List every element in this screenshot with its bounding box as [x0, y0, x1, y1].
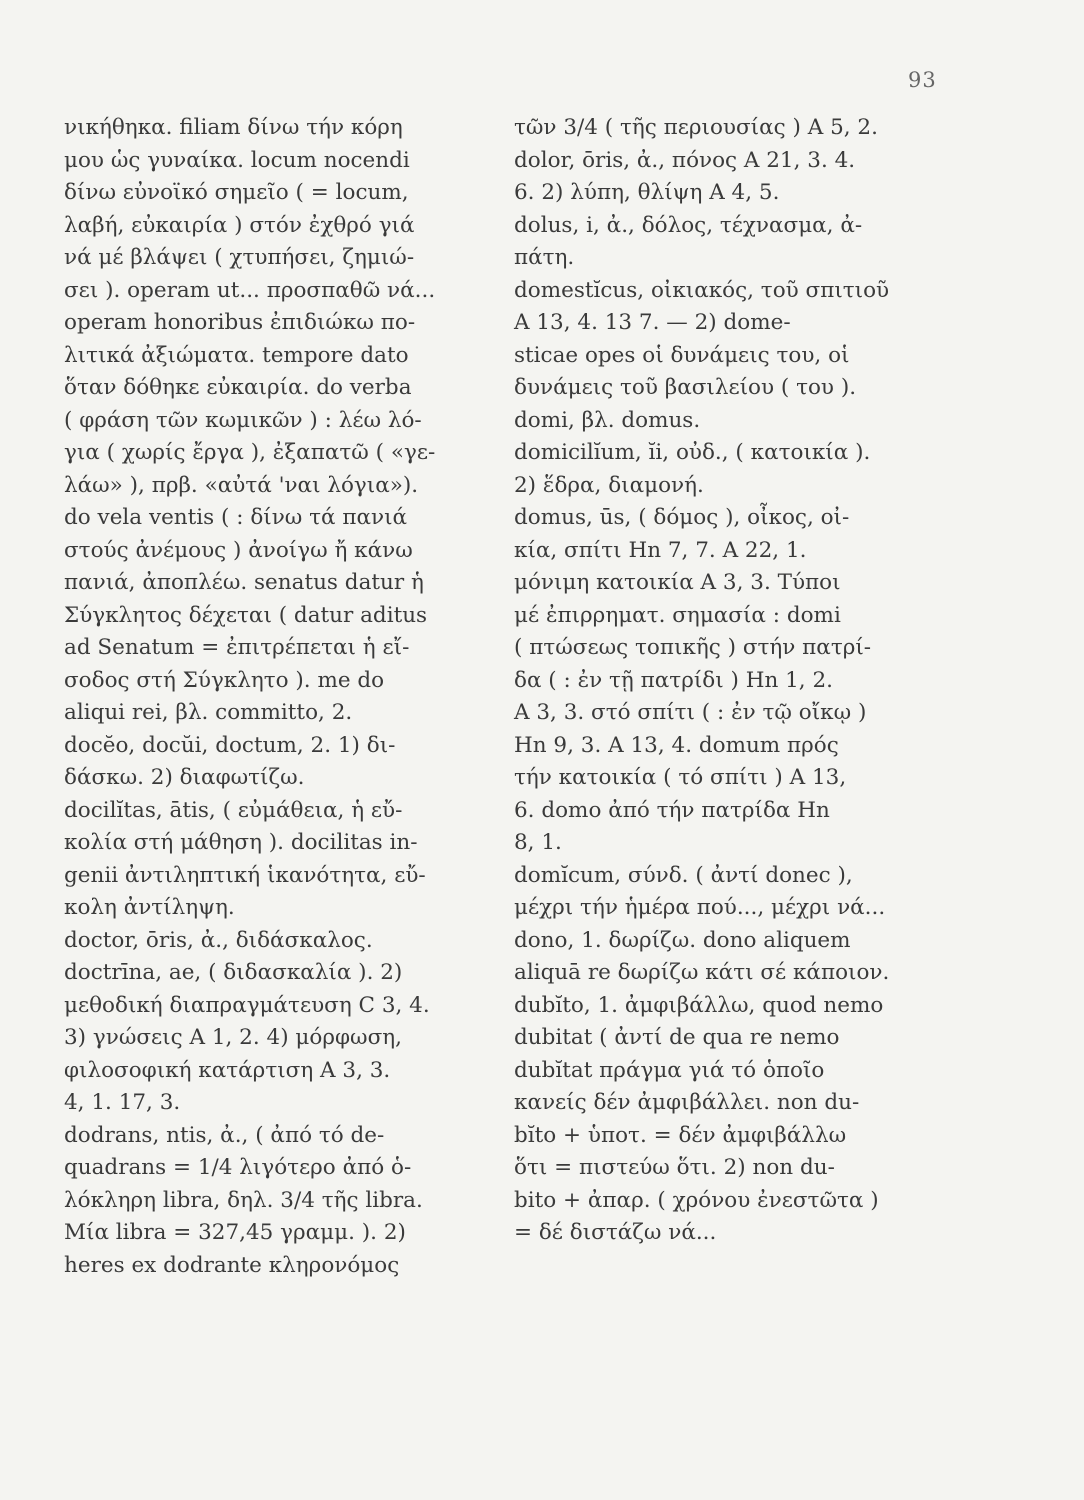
right-line: dubĭto, 1. ἀμφιβάλλω, quod nemo [514, 992, 884, 1018]
left-line: quadrans = 1/4 λιγότερο ἀπό ὁ- [64, 1155, 412, 1180]
right-line: δα ( : ἐν τῇ πατρίδι ) Hn 1, 2. [514, 667, 833, 693]
left-line: dodrans, ntis, ἀ., ( ἀπό τό de- [64, 1122, 385, 1148]
right-line: dolor, ōris, ἀ., πόνος A 21, 3. 4. [514, 147, 856, 173]
left-line: docilĭtas, ātis, ( εὐμάθεια, ἡ εὔ- [64, 797, 403, 823]
right-line: τήν κατοικία ( τό σπίτι ) A 13, [514, 765, 847, 790]
right-line: sticae opes οἱ δυνάμεις του, οἱ [514, 342, 850, 368]
right-line: domus, ūs, ( δόμος ), οἶκος, οἰ- [514, 505, 850, 530]
left-line: doctor, ōris, ἀ., διδάσκαλος. [64, 927, 373, 953]
right-line: πάτη. [514, 245, 575, 270]
right-line: dubĭtat πράγμα γιά τό ὁποῖο [514, 1057, 825, 1083]
left-line: 4, 1. 17, 3. [64, 1090, 181, 1115]
right-line: bĭto + ὑποτ. = δέν ἀμφιβάλλω [514, 1122, 847, 1148]
left-line: docĕo, docŭi, doctum, 2. 1) δι- [64, 732, 396, 758]
right-column [514, 112, 934, 1250]
right-line: A 3, 3. στό σπίτι ( : ἐν τῷ οἴκῳ ) [514, 700, 867, 725]
left-line: στούς ἀνέμους ) ἀνοίγω ἤ κάνω [64, 537, 413, 563]
left-line: genii ἀντιληπτική ἱκανότητα, εὔ- [64, 862, 426, 888]
left-line: aliqui rei, βλ. committo, 2. [64, 700, 353, 725]
right-line: dolus, i, ἀ., δόλος, τέχνασμα, ἀ- [514, 212, 863, 238]
right-line: bito + ἀπαρ. ( χρόνου ἐνεστῶτα ) [514, 1187, 879, 1213]
right-line: μέ ἐπιρρηματ. σημασία : domi [514, 602, 841, 628]
right-line: 6. domo ἀπό τήν πατρίδα Hn [514, 797, 830, 823]
left-line: Μία libra = 327,45 γραμμ. ). 2) [64, 1220, 406, 1245]
right-line: = δέ διστάζω νά... [514, 1220, 717, 1245]
left-line: ( φράση τῶν κωμικῶν ) : λέω λό- [64, 407, 422, 433]
left-line: σοδος στή Σύγκλητο ). me do [64, 667, 385, 693]
right-line: 2) ἕδρα, διαμονή. [514, 472, 704, 498]
right-line: aliquā re δωρίζω κάτι σέ κάποιον. [514, 960, 890, 985]
left-line: λάω» ), πρβ. «αὐτά 'ναι λόγια»). [64, 472, 419, 498]
left-line: do vela ventis ( : δίνω τά πανιά [64, 505, 408, 530]
page-number: 93 [908, 68, 937, 92]
left-line: heres ex dodrante κληρονόμος [64, 1252, 400, 1278]
left-line: λαβή, εὐκαιρία ) στόν ἐχθρό γιά [64, 212, 415, 238]
right-line: ( πτώσεως τοπικῆς ) στήν πατρί- [514, 635, 872, 660]
left-line: ὅταν δόθηκε εὐκαιρία. do verba [64, 375, 412, 400]
left-line: ad Senatum = ἐπιτρέπεται ἡ εἴ- [64, 635, 410, 660]
right-line: κανείς δέν ἀμφιβάλλει. non du- [514, 1090, 860, 1115]
left-line: δίνω εὐνοϊκό σημεῖο ( = locum, [64, 180, 409, 205]
right-line: dubitat ( ἀντί de qua re nemo [514, 1025, 840, 1050]
left-line: λόκληρη libra, δηλ. 3/4 τῆς libra. [64, 1187, 423, 1213]
left-line: φιλοσοφική κατάρτιση A 3, 3. [64, 1057, 391, 1083]
left-line: νικήθηκα. filiam δίνω τήν κόρη [64, 115, 403, 140]
right-line: domestĭcus, οἰκιακός, τοῦ σπιτιοῦ [514, 277, 890, 303]
left-column [64, 112, 484, 1282]
left-line: σει ). operam ut... προσπαθῶ νά... [64, 277, 436, 303]
left-line: για ( χωρίς ἔργα ), ἐξαπατῶ ( «γε- [64, 440, 436, 465]
left-line: δάσκω. 2) διαφωτίζω. [64, 765, 305, 790]
right-line: domi, βλ. domus. [514, 407, 701, 433]
left-line: 3) γνώσεις A 1, 2. 4) μόρφωση, [64, 1025, 402, 1050]
right-line: A 13, 4. 13 7. — 2) dome- [514, 310, 791, 335]
right-line: δυνάμεις τοῦ βασιλείου ( του ). [514, 375, 857, 400]
left-line: κολη ἀντίληψη. [64, 895, 235, 920]
left-line: μεθοδική διαπραγμάτευση C 3, 4. [64, 992, 430, 1018]
right-line: domicilĭum, ĭi, οὐδ., ( κατοικία ). [514, 440, 871, 465]
left-line: νά μέ βλάψει ( χτυπήσει, ζημιώ- [64, 245, 415, 270]
left-line: doctrīna, ae, ( διδασκαλία ). 2) [64, 960, 403, 985]
right-line: τῶν 3/4 ( τῆς περιουσίας ) A 5, 2. [514, 115, 878, 140]
right-line: domĭcum, σύνδ. ( ἀντί donec ), [514, 862, 853, 888]
right-line: ὅτι = πιστεύω ὅτι. 2) non du- [514, 1155, 835, 1180]
right-line: κία, σπίτι Hn 7, 7. A 22, 1. [514, 537, 807, 563]
right-line: μόνιμη κατοικία A 3, 3. Τύποι [514, 570, 841, 595]
left-line: πανιά, ἀποπλέω. senatus datur ἡ [64, 570, 424, 595]
left-line: λιτικά ἀξιώματα. tempore dato [64, 342, 409, 368]
right-line: μέχρι τήν ἡμέρα πού..., μέχρι νά... [514, 895, 886, 920]
left-line: κολία στή μάθηση ). docilitas in- [64, 830, 418, 855]
right-line: dono, 1. δωρίζω. dono aliquem [514, 927, 851, 953]
left-line: Σύγκλητος δέχεται ( datur aditus [64, 602, 428, 628]
right-line: 6. 2) λύπη, θλίψη A 4, 5. [514, 180, 780, 205]
left-line: μου ὡς γυναίκα. locum nocendi [64, 147, 410, 173]
right-line: Hn 9, 3. A 13, 4. domum πρός [514, 732, 839, 758]
right-line: 8, 1. [514, 830, 562, 855]
left-line: operam honoribus ἐπιδιώκω πο- [64, 310, 416, 335]
